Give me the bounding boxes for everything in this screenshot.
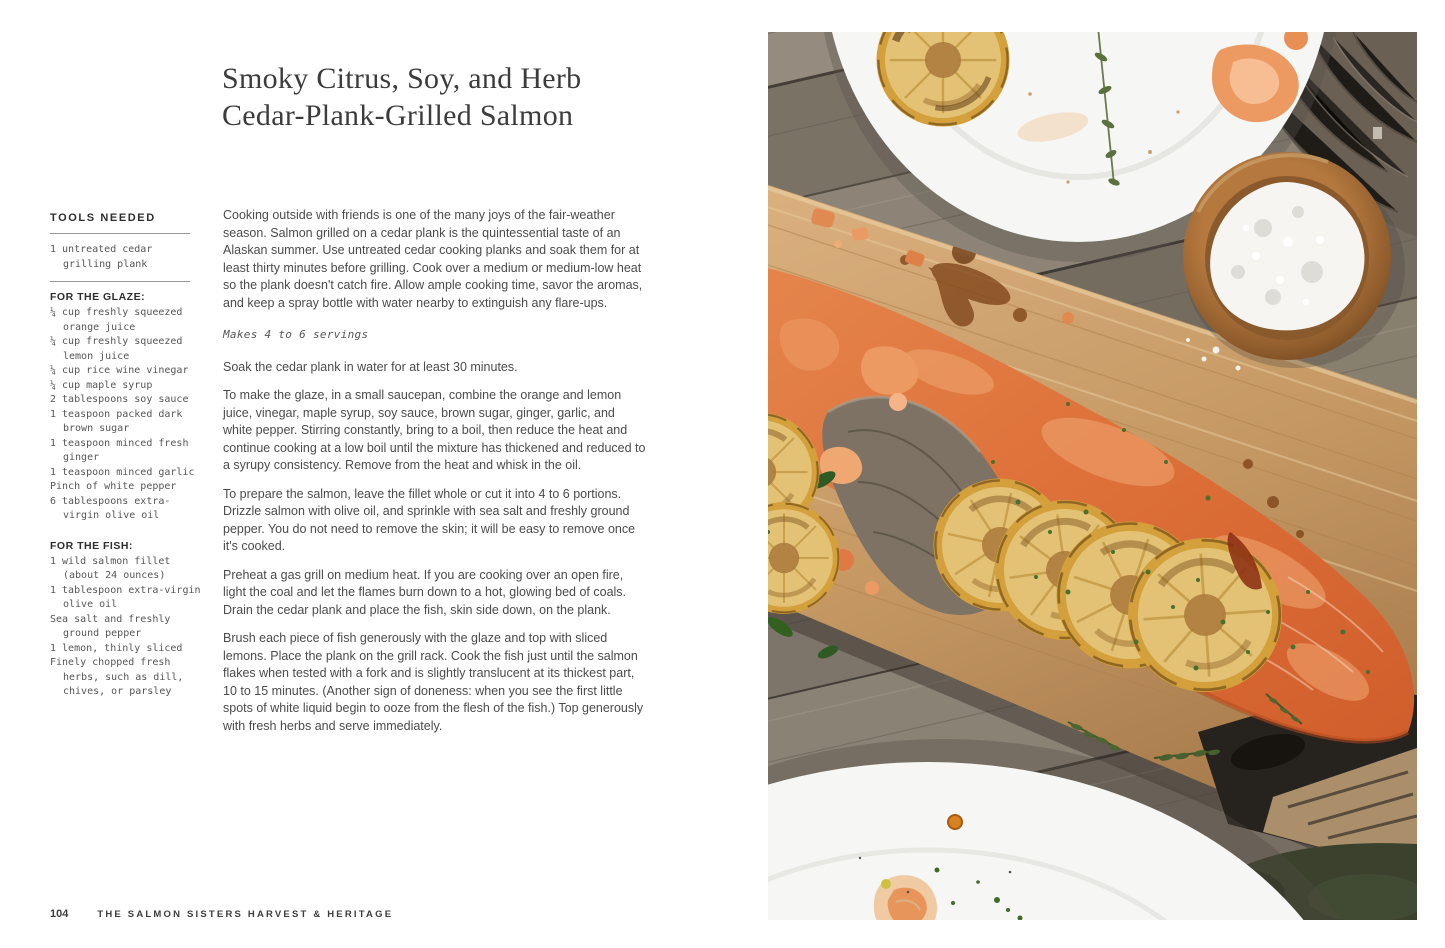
servings-note: Makes 4 to 6 servings bbox=[223, 328, 369, 341]
fish-section-header: FOR THE FISH: bbox=[50, 539, 133, 552]
glaze-ingredient: 6 tablespoons extra-virgin olive oil bbox=[50, 495, 171, 521]
fish-ingredient: 1 tablespoon extra-virgin olive oil bbox=[50, 584, 201, 610]
tool-item: 1 untreated cedar grilling plank bbox=[50, 244, 153, 270]
recipe-title bbox=[222, 60, 582, 134]
recipe-title-line2: Cedar-Plank-Grilled Salmon bbox=[222, 99, 574, 132]
page-number: 104 bbox=[50, 908, 69, 920]
glaze-drop bbox=[948, 815, 962, 829]
glaze-ingredient: Pinch of white pepper bbox=[50, 481, 177, 492]
glaze-ingredient: 1 teaspoon minced garlic bbox=[50, 466, 195, 478]
glaze-ingredient: 1 teaspoon minced fresh ginger bbox=[50, 437, 189, 463]
instruction-paragraph: Brush each piece of fish generously with the glaze and top with sliced lemons. Place the plank on the grill rack. Cook the fish just until the salmon flakes when tested with a fork and is slightly translucent at its thickest part, 10 to 15 minutes. (Another sign of doneness: when you see the first little spots of white liquid begin to ooze from the flesh of the fish.) Top generously with fresh herbs and serve immediately. bbox=[223, 631, 644, 733]
recipe-body bbox=[223, 207, 647, 746]
book-title: THE SALMON SISTERS HARVEST & HERITAGE bbox=[97, 909, 394, 920]
glaze-ingredient: ¼ cup freshly squeezed orange juice bbox=[50, 307, 183, 333]
glaze-ingredient-list bbox=[50, 306, 202, 524]
glaze-section-header: FOR THE GLAZE: bbox=[50, 291, 146, 303]
glaze-ingredient: ¼ cup maple syrup bbox=[50, 379, 153, 391]
divider-top bbox=[50, 233, 190, 234]
recipe-title-line1: Smoky Citrus, Soy, and Herb bbox=[222, 62, 582, 95]
fish-ingredient-list bbox=[50, 555, 202, 700]
fish-ingredient: 1 wild salmon fillet (about 24 ounces) bbox=[50, 555, 171, 581]
glaze-ingredient: 2 tablespoons soy sauce bbox=[50, 394, 189, 405]
glaze-ingredient: 1 teaspoon packed dark brown sugar bbox=[50, 408, 183, 434]
ingredients-sidebar bbox=[50, 212, 202, 700]
salmon-photo bbox=[768, 32, 1417, 920]
instruction-paragraph: To make the glaze, in a small saucepan, combine the orange and lemon juice, vinegar, maple syrup, soy sauce, brown sugar, ginger, garlic, and white pepper. Stirring constantly, bring to a boil, then reduce the heat and continue cooking at a low boil until the mixture has thickened and reduced to a syrupy consistency. Remove from the heat and whisk in the oil. bbox=[223, 388, 646, 472]
instruction-paragraph: To prepare the salmon, leave the fillet whole or cut it into 4 to 6 portions. Drizzle salmon with olive oil, and sprinkle with sea salt and freshly ground pepper. You do not need to remove the skin; it will be easy to remove once it's cooked. bbox=[223, 486, 636, 553]
intro-paragraph: Cooking outside with friends is one of the many joys of the fair-weather season. Salmon grilled on a cedar plank is the quintessential taste of an Alaskan summer. Use untreated cedar cooking planks and soak them for at least thirty minutes before grilling. Cook over a medium or medium-low heat so the plank doesn't catch fire. Allow ample cooking time, savor the aromas, and keep a spray bottle with water nearby to extinguish any flare-ups. bbox=[223, 208, 643, 310]
divider-bottom bbox=[50, 281, 190, 282]
glaze-ingredient: ¼ cup rice wine vinegar bbox=[50, 365, 189, 376]
tools-needed-header: TOOLS NEEDED bbox=[50, 212, 156, 224]
page-footer bbox=[50, 904, 393, 922]
fish-ingredient: 1 lemon, thinly sliced bbox=[50, 642, 183, 654]
glaze-ingredient: ¼ cup freshly squeezed lemon juice bbox=[50, 336, 183, 362]
tools-list bbox=[50, 243, 202, 272]
fish-ingredient: Finely chopped fresh herbs, such as dill, chives, or parsley bbox=[50, 657, 184, 697]
instruction-steps bbox=[223, 359, 647, 736]
instruction-paragraph: Preheat a gas grill on medium heat. If you are cooking over an open fire, light the coal and let the flames burn down to a hot, glowing bed of coals. Drain the cedar plank and place the fish, skin side down, on the plank. bbox=[223, 567, 627, 617]
fish-ingredient: Sea salt and freshly ground pepper bbox=[50, 613, 171, 639]
instruction-paragraph: Soak the cedar plank in water for at least 30 minutes. bbox=[223, 359, 518, 374]
